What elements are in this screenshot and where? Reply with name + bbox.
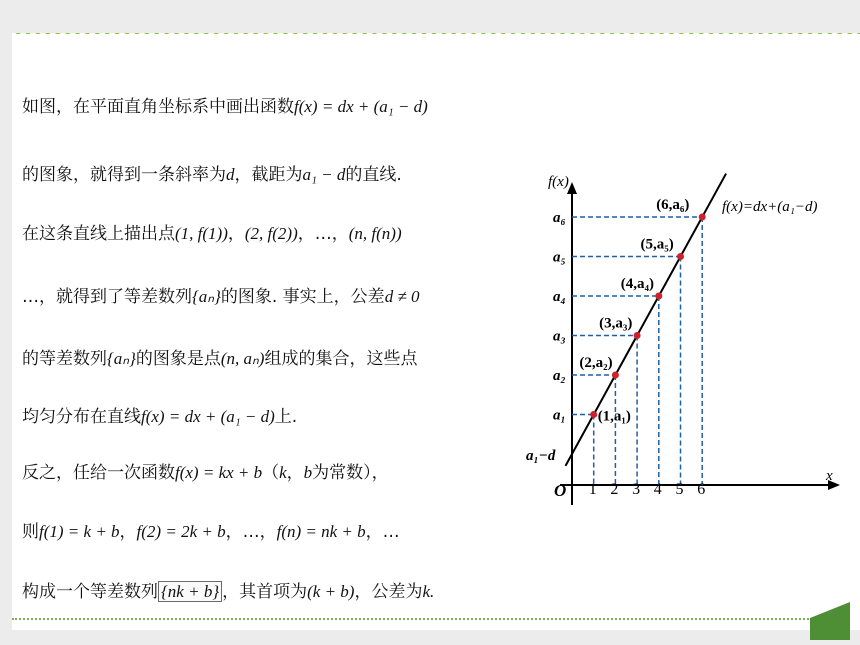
point-labels bbox=[579, 197, 689, 425]
line3-text: 在这条直线上描出点 bbox=[22, 224, 175, 244]
line8-sep-2: ，…， bbox=[225, 522, 277, 542]
point-label-6: (6,a₆) bbox=[656, 197, 690, 213]
x-tick-1: 1 bbox=[588, 481, 597, 498]
b-symbol: b bbox=[303, 463, 313, 482]
point-3 bbox=[634, 332, 641, 339]
y-axis-label: f(x) bbox=[548, 174, 569, 190]
x-axis-label: x bbox=[826, 468, 833, 484]
y-tick-labels bbox=[553, 210, 566, 424]
line2-text-c: 的直线. bbox=[345, 165, 402, 185]
line1-text: 如图，在平面直角坐标系中画出函数 bbox=[22, 97, 294, 117]
line1-formula: f(x) = dx + (a₁ − d) bbox=[294, 97, 428, 116]
line7-sep: ， bbox=[286, 463, 304, 483]
text-line-7 bbox=[22, 458, 389, 483]
common-difference-symbol: k. bbox=[422, 582, 435, 601]
x-tick-5: 5 bbox=[675, 481, 684, 498]
point-1-formula: (1, f(1)) bbox=[175, 224, 228, 243]
point-1 bbox=[590, 411, 597, 418]
sequence-an-formula: {aₙ} bbox=[192, 287, 221, 306]
f1-formula: f(1) = k + b bbox=[39, 522, 120, 541]
point-4 bbox=[655, 293, 662, 300]
text-line-4 bbox=[22, 282, 420, 307]
line3-sep-2: ，…， bbox=[297, 224, 349, 244]
line8-sep-1: ， bbox=[119, 522, 137, 542]
y-tick-2: a₂ bbox=[553, 368, 566, 384]
y-tick-1: a₁ bbox=[553, 407, 566, 424]
intercept-label: a₁−d bbox=[526, 448, 556, 464]
line8-text: 则 bbox=[22, 522, 39, 542]
point-label-1: (1,a₁) bbox=[597, 408, 631, 425]
bottom-right-green-corner bbox=[810, 600, 860, 640]
sequence-nkb-formula: {nk + b} bbox=[158, 581, 222, 602]
origin-label: O bbox=[554, 481, 567, 500]
text-line-9 bbox=[22, 577, 434, 602]
line2-text-b: ，截距为 bbox=[234, 165, 303, 185]
line2-text: 的图象，就得到一条斜率为 bbox=[22, 165, 226, 185]
bottom-dotted-rule bbox=[12, 618, 812, 620]
line6-text: 均匀分布在直线 bbox=[22, 407, 141, 427]
x-tick-3: 3 bbox=[632, 481, 641, 498]
y-tick-3: a₃ bbox=[553, 328, 566, 345]
slope-symbol: d bbox=[226, 165, 235, 184]
point-2-formula: (2, f(2)) bbox=[244, 224, 298, 243]
intercept-formula: a₁ − d bbox=[302, 165, 346, 184]
k-symbol: k bbox=[279, 463, 287, 482]
text-line-3 bbox=[22, 219, 402, 244]
line3-sep-1: ， bbox=[227, 224, 245, 244]
y-tick-5: a₅ bbox=[553, 249, 566, 266]
line7-text: 反之，任给一次函数 bbox=[22, 463, 175, 483]
text-line-6 bbox=[22, 402, 297, 427]
x-tick-labels bbox=[589, 481, 706, 498]
first-term-formula: (k + b) bbox=[307, 582, 355, 601]
point-2 bbox=[612, 372, 619, 379]
point-label-4: (4,a₄) bbox=[620, 276, 655, 292]
line4-text-b: 的图象. 事实上，公差 bbox=[220, 287, 385, 307]
sequence-graph-figure bbox=[520, 168, 850, 513]
line6-text-b: 上. bbox=[274, 407, 298, 427]
line8-sep-3: ，… bbox=[365, 522, 400, 542]
text-line-8 bbox=[22, 517, 400, 542]
sequence-an-formula-2: {aₙ} bbox=[107, 349, 136, 368]
point-label-3: (3,a₃) bbox=[599, 315, 633, 332]
fn-formula: f(n) = nk + b bbox=[276, 522, 366, 541]
line7-text-d: 为常数）， bbox=[312, 463, 389, 483]
point-5 bbox=[677, 253, 684, 260]
line9-text-b: ，其首项为 bbox=[222, 582, 308, 602]
line4-text: …，就得到了等差数列 bbox=[22, 287, 192, 307]
function-line-label: f(x)=dx+(a₁−d) bbox=[722, 199, 818, 215]
x-tick-4: 4 bbox=[653, 481, 662, 498]
linear-function-formula: f(x) = kx + b bbox=[175, 463, 263, 482]
y-tick-6: a₆ bbox=[553, 210, 566, 226]
point-label-5: (5,a₅) bbox=[640, 236, 674, 253]
point-n-an-formula: (n, aₙ) bbox=[220, 349, 265, 368]
line6-formula: f(x) = dx + (a₁ − d) bbox=[141, 407, 275, 426]
x-tick-6: 6 bbox=[697, 481, 706, 498]
line9-text-c: ，公差为 bbox=[354, 582, 423, 602]
x-tick-2: 2 bbox=[610, 481, 619, 498]
y-tick-4: a₄ bbox=[553, 289, 566, 305]
f2-formula: f(2) = 2k + b bbox=[136, 522, 226, 541]
point-n-formula: (n, f(n)) bbox=[348, 224, 402, 243]
text-line-1 bbox=[22, 92, 428, 117]
line9-text: 构成一个等差数列 bbox=[22, 582, 158, 602]
text-line-2 bbox=[22, 160, 402, 185]
text-line-5 bbox=[22, 344, 417, 369]
line7-paren-open: （ bbox=[262, 463, 280, 483]
point-6 bbox=[699, 214, 706, 221]
point-label-2: (2,a₂) bbox=[579, 355, 613, 371]
line5-text: 的等差数列 bbox=[22, 349, 107, 369]
line5-text-b: 的图象是点 bbox=[135, 349, 221, 369]
line5-text-c: 组成的集合，这些点 bbox=[264, 349, 418, 369]
d-nonzero-formula: d ≠ 0 bbox=[384, 287, 420, 306]
